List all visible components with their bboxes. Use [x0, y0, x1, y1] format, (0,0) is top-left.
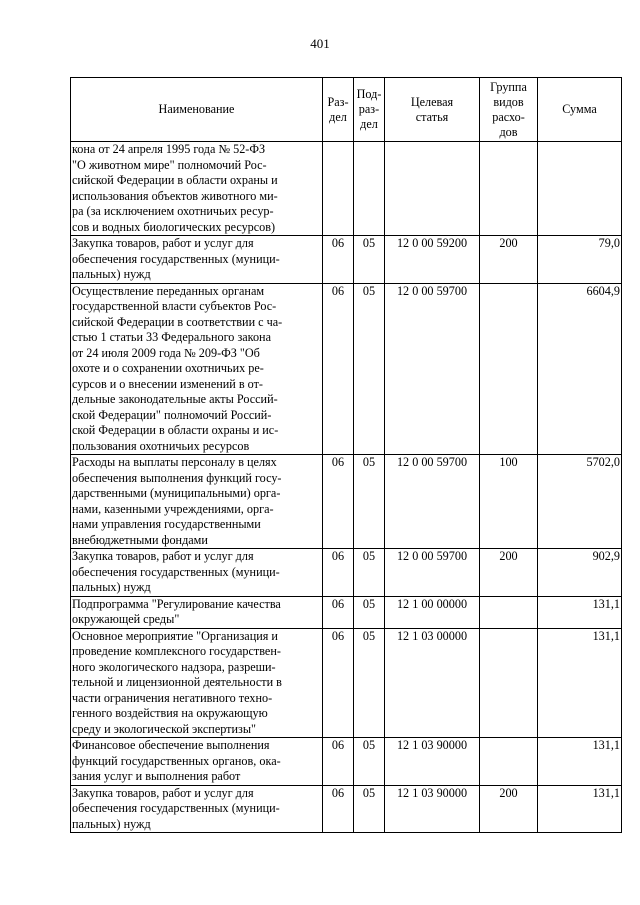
- header-podrazdel-label: Под- раз- дел: [356, 87, 382, 131]
- cell-statya: 12 0 00 59700: [385, 283, 480, 455]
- cell-gruppa: [480, 596, 538, 628]
- cell-statya: 12 1 00 00000: [385, 596, 480, 628]
- cell-podrazdel: [354, 142, 385, 236]
- cell-podrazdel: 05: [354, 236, 385, 284]
- cell-summa: 131,1: [538, 738, 622, 786]
- cell-statya: 12 0 00 59200: [385, 236, 480, 284]
- cell-gruppa: [480, 628, 538, 738]
- cell-gruppa: [480, 738, 538, 786]
- cell-name: Осуществление переданных органам государственной власти субъектов Рос- сийской Федерации в соответствии с ча- стью 1 статьи 33 Федерального закона от 24 июля 2009 года № 209-ФЗ "Об охоте и о сохранении охотничьих ре- сурсов и о внесении изменений в от- дельные законодательные акты Россий- ской Федерации" полномочий Россий- ской Федерации в области охраны и ис- пользования охотничьих ресурсов: [71, 283, 323, 455]
- cell-razdel: 06: [323, 596, 354, 628]
- header-gruppa-label: Группа видов расхо- дов: [490, 79, 527, 139]
- cell-name: Расходы на выплаты персоналу в целях обеспечения выполнения функций госу- дарственными (муниципальными) орга- нами, казенными учреждениями, орга- нами управления государственными внебюджетными фондами: [71, 455, 323, 549]
- cell-podrazdel: 05: [354, 455, 385, 549]
- header-summa: [538, 78, 622, 142]
- cell-name: кона от 24 апреля 1995 года № 52-ФЗ "О животном мире" полномочий Рос- сийской Федерации в области охраны и использования объектов животного ми- ра (за исключением охотничьих ресур- сов и водных биологических ресурсов): [71, 142, 323, 236]
- header-name-label: Наименование: [158, 102, 235, 116]
- table-row: [71, 142, 622, 236]
- cell-razdel: 06: [323, 236, 354, 284]
- header-statya-label: Целевая статья: [410, 94, 454, 124]
- cell-podrazdel: 05: [354, 596, 385, 628]
- header-statya: [385, 78, 480, 142]
- cell-name: Основное мероприятие "Организация и проведение комплексного государствен- ного экологического надзора, разреши- тельной и лицензионной деятельности в части ограничения негативного техно- генного воздействия на окружающую среду и экологической экспертизы": [71, 628, 323, 738]
- cell-podrazdel: 05: [354, 738, 385, 786]
- header-razdel-label: Раз- дел: [327, 94, 349, 124]
- cell-razdel: 06: [323, 738, 354, 786]
- cell-statya: 12 0 00 59700: [385, 455, 480, 549]
- cell-statya: 12 0 00 59700: [385, 549, 480, 597]
- cell-gruppa: 200: [480, 785, 538, 833]
- cell-razdel: 06: [323, 283, 354, 455]
- cell-gruppa: [480, 283, 538, 455]
- cell-gruppa: 100: [480, 455, 538, 549]
- header-summa-label: Сумма: [562, 102, 597, 116]
- cell-summa: 131,1: [538, 785, 622, 833]
- page-number: 401: [310, 36, 330, 51]
- cell-name: Закупка товаров, работ и услуг для обеспечения государственных (муници- пальных) нужд: [71, 236, 323, 284]
- cell-podrazdel: 05: [354, 785, 385, 833]
- cell-gruppa: 200: [480, 549, 538, 597]
- cell-summa: [538, 142, 622, 236]
- cell-razdel: 06: [323, 549, 354, 597]
- cell-summa: 902,9: [538, 549, 622, 597]
- header-name: [71, 78, 323, 142]
- cell-podrazdel: 05: [354, 628, 385, 738]
- cell-podrazdel: 05: [354, 549, 385, 597]
- budget-table: [70, 77, 622, 833]
- cell-name: Закупка товаров, работ и услуг для обеспечения государственных (муници- пальных) нужд: [71, 785, 323, 833]
- cell-summa: 6604,9: [538, 283, 622, 455]
- cell-statya: 12 1 03 90000: [385, 785, 480, 833]
- cell-summa: 131,1: [538, 628, 622, 738]
- table-row: [71, 785, 622, 833]
- cell-name: Финансовое обеспечение выполнения функций государственных органов, ока- зания услуг и выполнения работ: [71, 738, 323, 786]
- cell-statya: 12 1 03 00000: [385, 628, 480, 738]
- cell-gruppa: 200: [480, 236, 538, 284]
- cell-podrazdel: 05: [354, 283, 385, 455]
- header-razdel: [323, 78, 354, 142]
- table-row: [71, 549, 622, 597]
- cell-razdel: 06: [323, 628, 354, 738]
- table-row: [71, 283, 622, 455]
- cell-gruppa: [480, 142, 538, 236]
- table-row: [71, 455, 622, 549]
- header-gruppa: [480, 78, 538, 142]
- table-row: [71, 236, 622, 284]
- cell-name: Закупка товаров, работ и услуг для обеспечения государственных (муници- пальных) нужд: [71, 549, 323, 597]
- table-row: [71, 596, 622, 628]
- table-header-row: [71, 78, 622, 142]
- table-row: [71, 628, 622, 738]
- cell-razdel: [323, 142, 354, 236]
- cell-summa: 5702,0: [538, 455, 622, 549]
- cell-statya: 12 1 03 90000: [385, 738, 480, 786]
- cell-statya: [385, 142, 480, 236]
- cell-summa: 79,0: [538, 236, 622, 284]
- table-row: [71, 738, 622, 786]
- cell-summa: 131,1: [538, 596, 622, 628]
- header-podrazdel: [354, 78, 385, 142]
- cell-name: Подпрограмма "Регулирование качества окружающей среды": [71, 596, 323, 628]
- cell-razdel: 06: [323, 785, 354, 833]
- cell-razdel: 06: [323, 455, 354, 549]
